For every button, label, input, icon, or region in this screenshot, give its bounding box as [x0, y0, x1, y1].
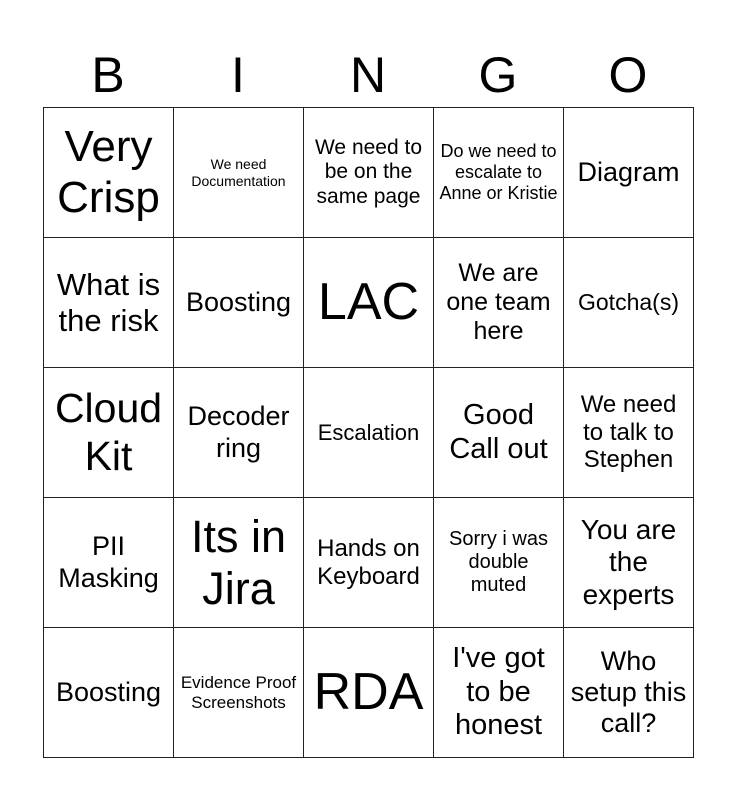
bingo-cell[interactable]: We need to talk to Stephen [564, 368, 694, 498]
bingo-cell[interactable]: Gotcha(s) [564, 238, 694, 368]
board-row [44, 368, 694, 498]
bingo-cell[interactable]: We need Documentation [174, 108, 304, 238]
bingo-cell[interactable]: Very Crisp [44, 108, 174, 238]
bingo-cell[interactable]: Sorry i was double muted [434, 498, 564, 628]
bingo-cell[interactable]: Diagram [564, 108, 694, 238]
bingo-cell[interactable]: PII Masking [44, 498, 174, 628]
bingo-cell[interactable]: Do we need to escalate to Anne or Kristie [434, 108, 564, 238]
bingo-cell[interactable]: What is the risk [44, 238, 174, 368]
header-letter-i: I [231, 47, 245, 103]
bingo-cell[interactable]: I've got to be honest [434, 628, 564, 758]
bingo-cell[interactable]: RDA [304, 628, 434, 758]
bingo-header [43, 44, 693, 106]
bingo-cell[interactable]: We are one team here [434, 238, 564, 368]
bingo-cell[interactable]: Cloud Kit [44, 368, 174, 498]
bingo-cell[interactable]: Good Call out [434, 368, 564, 498]
board-row [44, 238, 694, 368]
bingo-cell[interactable]: Boosting [44, 628, 174, 758]
header-letter-b: B [91, 47, 125, 103]
bingo-cell[interactable]: Escalation [304, 368, 434, 498]
header-letter-n: N [349, 47, 387, 103]
board-row [44, 498, 694, 628]
header-letter-o: O [608, 47, 648, 103]
bingo-cell[interactable]: We need to be on the same page [304, 108, 434, 238]
bingo-cell[interactable]: LAC [304, 238, 434, 368]
bingo-cell[interactable]: Its in Jira [174, 498, 304, 628]
bingo-cell[interactable]: Who setup this call? [564, 628, 694, 758]
bingo-cell[interactable]: You are the experts [564, 498, 694, 628]
bingo-cell[interactable]: Decoder ring [174, 368, 304, 498]
bingo-cell[interactable]: Evidence Proof Screenshots [174, 628, 304, 758]
bingo-cell[interactable]: Hands on Keyboard [304, 498, 434, 628]
bingo-board [43, 107, 694, 758]
header-letter-g: G [478, 47, 518, 103]
board-row [44, 108, 694, 238]
board-row [44, 628, 694, 758]
bingo-cell[interactable]: Boosting [174, 238, 304, 368]
